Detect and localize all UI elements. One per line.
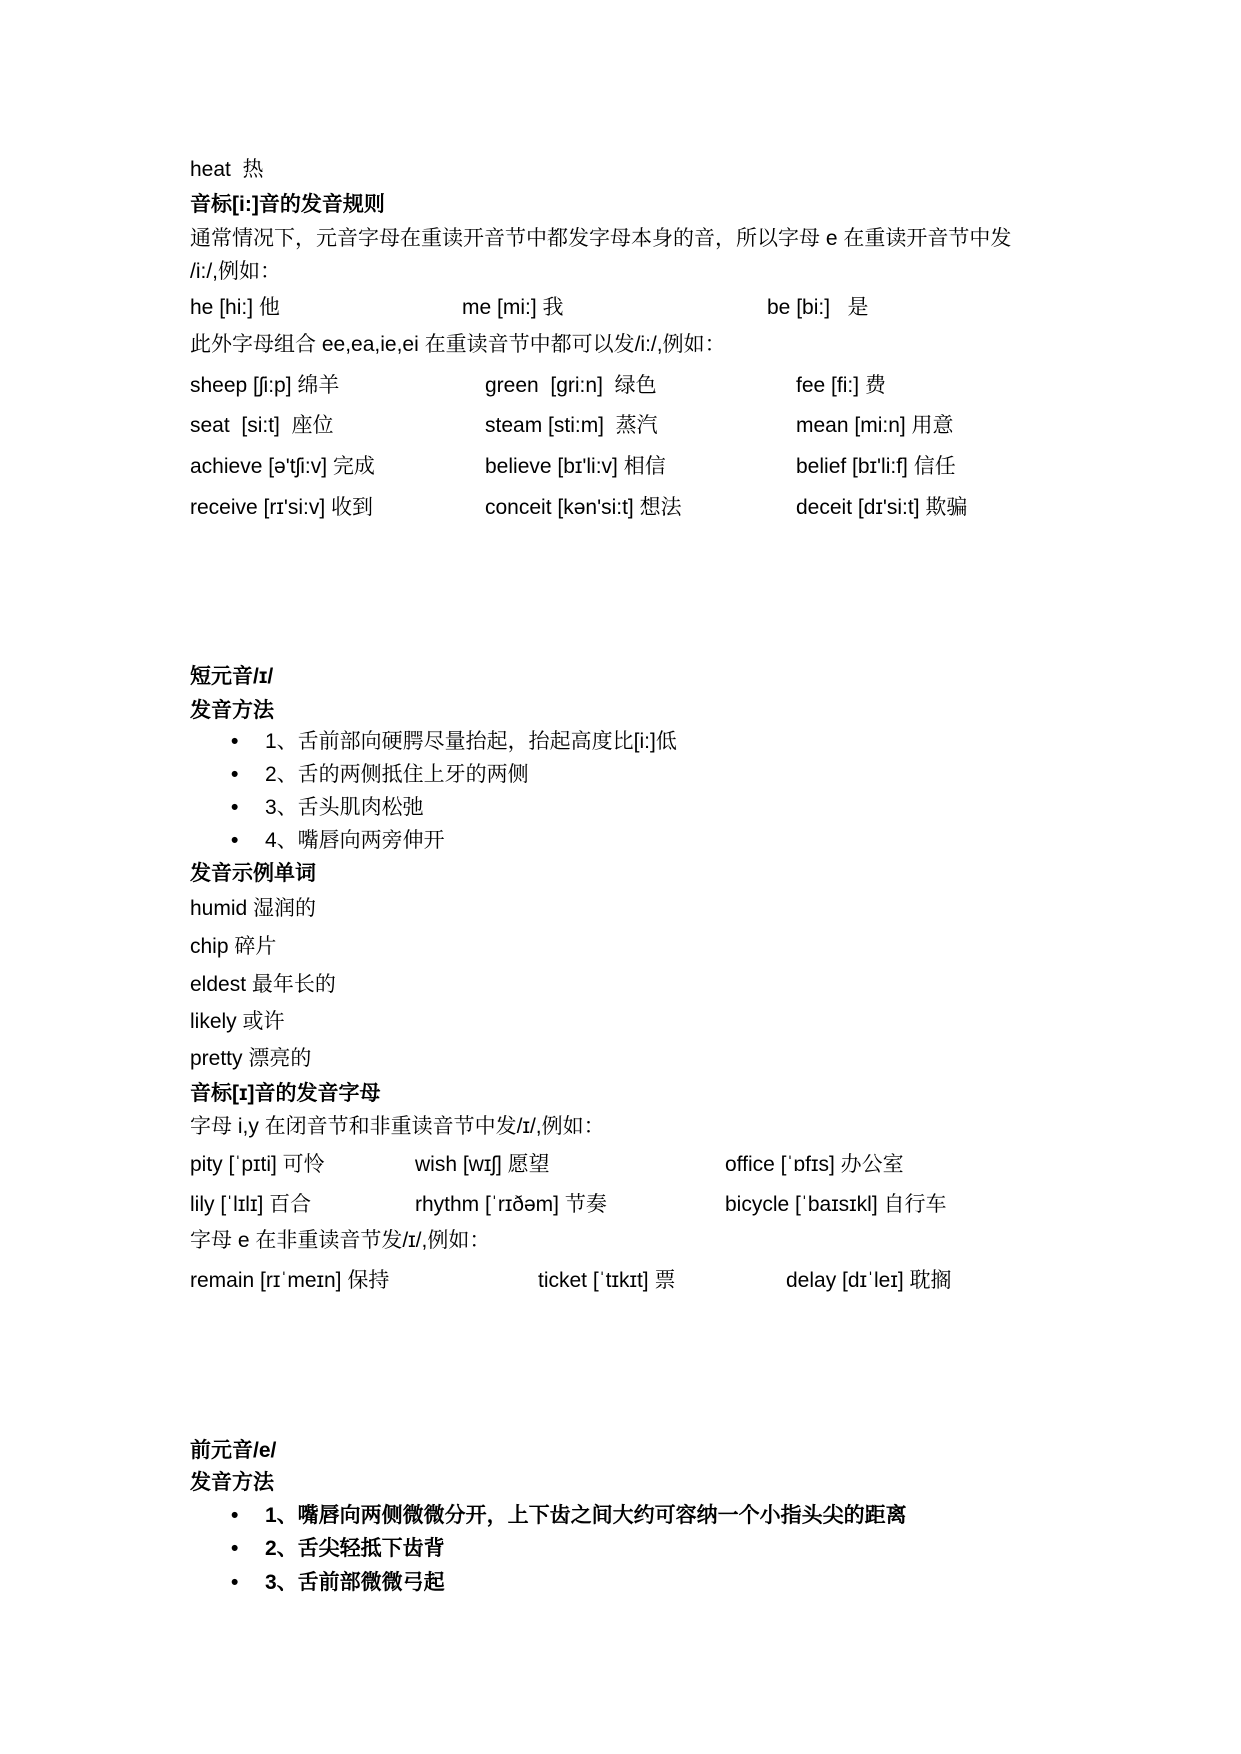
short-i-method-step: • 4、嘴唇向两旁伸开 [265,828,445,854]
combo-example: achieve [ə'tʃi:v] 完成 [190,455,375,478]
combo-example: mean [mi:n] 用意 [796,414,954,437]
short-i-examples-heading: 发音示例单词 [190,862,316,885]
example-word: eldest 最年长的 [190,973,336,996]
e-example: delay [dɪˈleɪ] 耽搁 [786,1269,952,1292]
letter-combo-intro: 此外字母组合 ee,ea,ie,ei 在重读音节中都可以发/i:/,例如： [190,333,726,356]
long-e-rule-text-line-1: 通常情况下，元音字母在重读开音节中都发字母本身的音，所以字母 e 在重读开音节中发 [190,227,1012,250]
e-example: ticket [ˈtɪkɪt] 票 [538,1269,676,1292]
long-e-rule-heading: 音标[i:]音的发音规则 [190,193,385,216]
combo-example: belief [bɪ'li:f] 信任 [796,455,956,478]
example-word: chip 碎片 [190,935,277,958]
iy-example: lily [ˈlɪlɪ] 百合 [190,1193,312,1216]
example-word: likely 或许 [190,1010,285,1033]
combo-example: fee [fi:] 费 [796,374,886,397]
short-i-title: 短元音/ɪ/ [190,665,274,688]
open-syllable-example: be [bi:] 是 [767,296,869,319]
combo-example: green [gri:n] 绿色 [485,374,657,397]
example-word: humid 湿润的 [190,897,317,920]
previous-example-line: heat 热 [190,158,264,181]
example-word: pretty 漂亮的 [190,1047,312,1070]
letter-iy-intro: 字母 i,y 在闭音节和非重读音节中发/ɪ/,例如： [190,1115,605,1138]
letter-e-intro: 字母 e 在非重读音节发/ɪ/,例如： [190,1229,491,1252]
iy-example: office [ˈɒfɪs] 办公室 [725,1153,904,1176]
iy-example: wish [wɪʃ] 愿望 [415,1153,550,1176]
short-i-method-step: • 1、舌前部向硬腭尽量抬起，抬起高度比[i:]低 [265,729,677,755]
combo-example: receive [rɪ'si:v] 收到 [190,496,374,519]
combo-example: believe [bɪ'li:v] 相信 [485,455,666,478]
front-e-title: 前元音/e/ [190,1439,277,1462]
iy-example: pity [ˈpɪti] 可怜 [190,1153,325,1176]
combo-example: conceit [kən'si:t] 想法 [485,496,682,519]
front-e-method-step: • 1、嘴唇向两侧微微分开，上下齿之间大约可容纳一个小指头尖的距离 [265,1503,907,1529]
e-example: remain [rɪˈmeɪn] 保持 [190,1269,390,1292]
combo-example: deceit [dɪ'si:t] 欺骗 [796,496,968,519]
front-e-method-heading: 发音方法 [190,1471,274,1494]
open-syllable-example: he [hi:] 他 [190,296,280,319]
iy-example: bicycle [ˈbaɪsɪkl] 自行车 [725,1193,947,1216]
short-i-letters-heading: 音标[ɪ]音的发音字母 [190,1082,381,1105]
front-e-method-step: • 2、舌尖轻抵下齿背 [265,1536,445,1562]
front-e-method-step: • 3、舌前部微微弓起 [265,1570,445,1596]
short-i-method-step: • 3、舌头肌肉松弛 [265,795,424,821]
long-e-rule-text-line-2: /i:/,例如： [190,260,282,283]
short-i-method-heading: 发音方法 [190,699,274,722]
combo-example: seat [si:t] 座位 [190,414,334,437]
short-i-method-step: • 2、舌的两侧抵住上牙的两侧 [265,762,529,788]
combo-example: steam [sti:m] 蒸汽 [485,414,658,437]
iy-example: rhythm [ˈrɪðəm] 节奏 [415,1193,607,1216]
open-syllable-example: me [mi:] 我 [462,296,564,319]
combo-example: sheep [ʃi:p] 绵羊 [190,374,340,397]
